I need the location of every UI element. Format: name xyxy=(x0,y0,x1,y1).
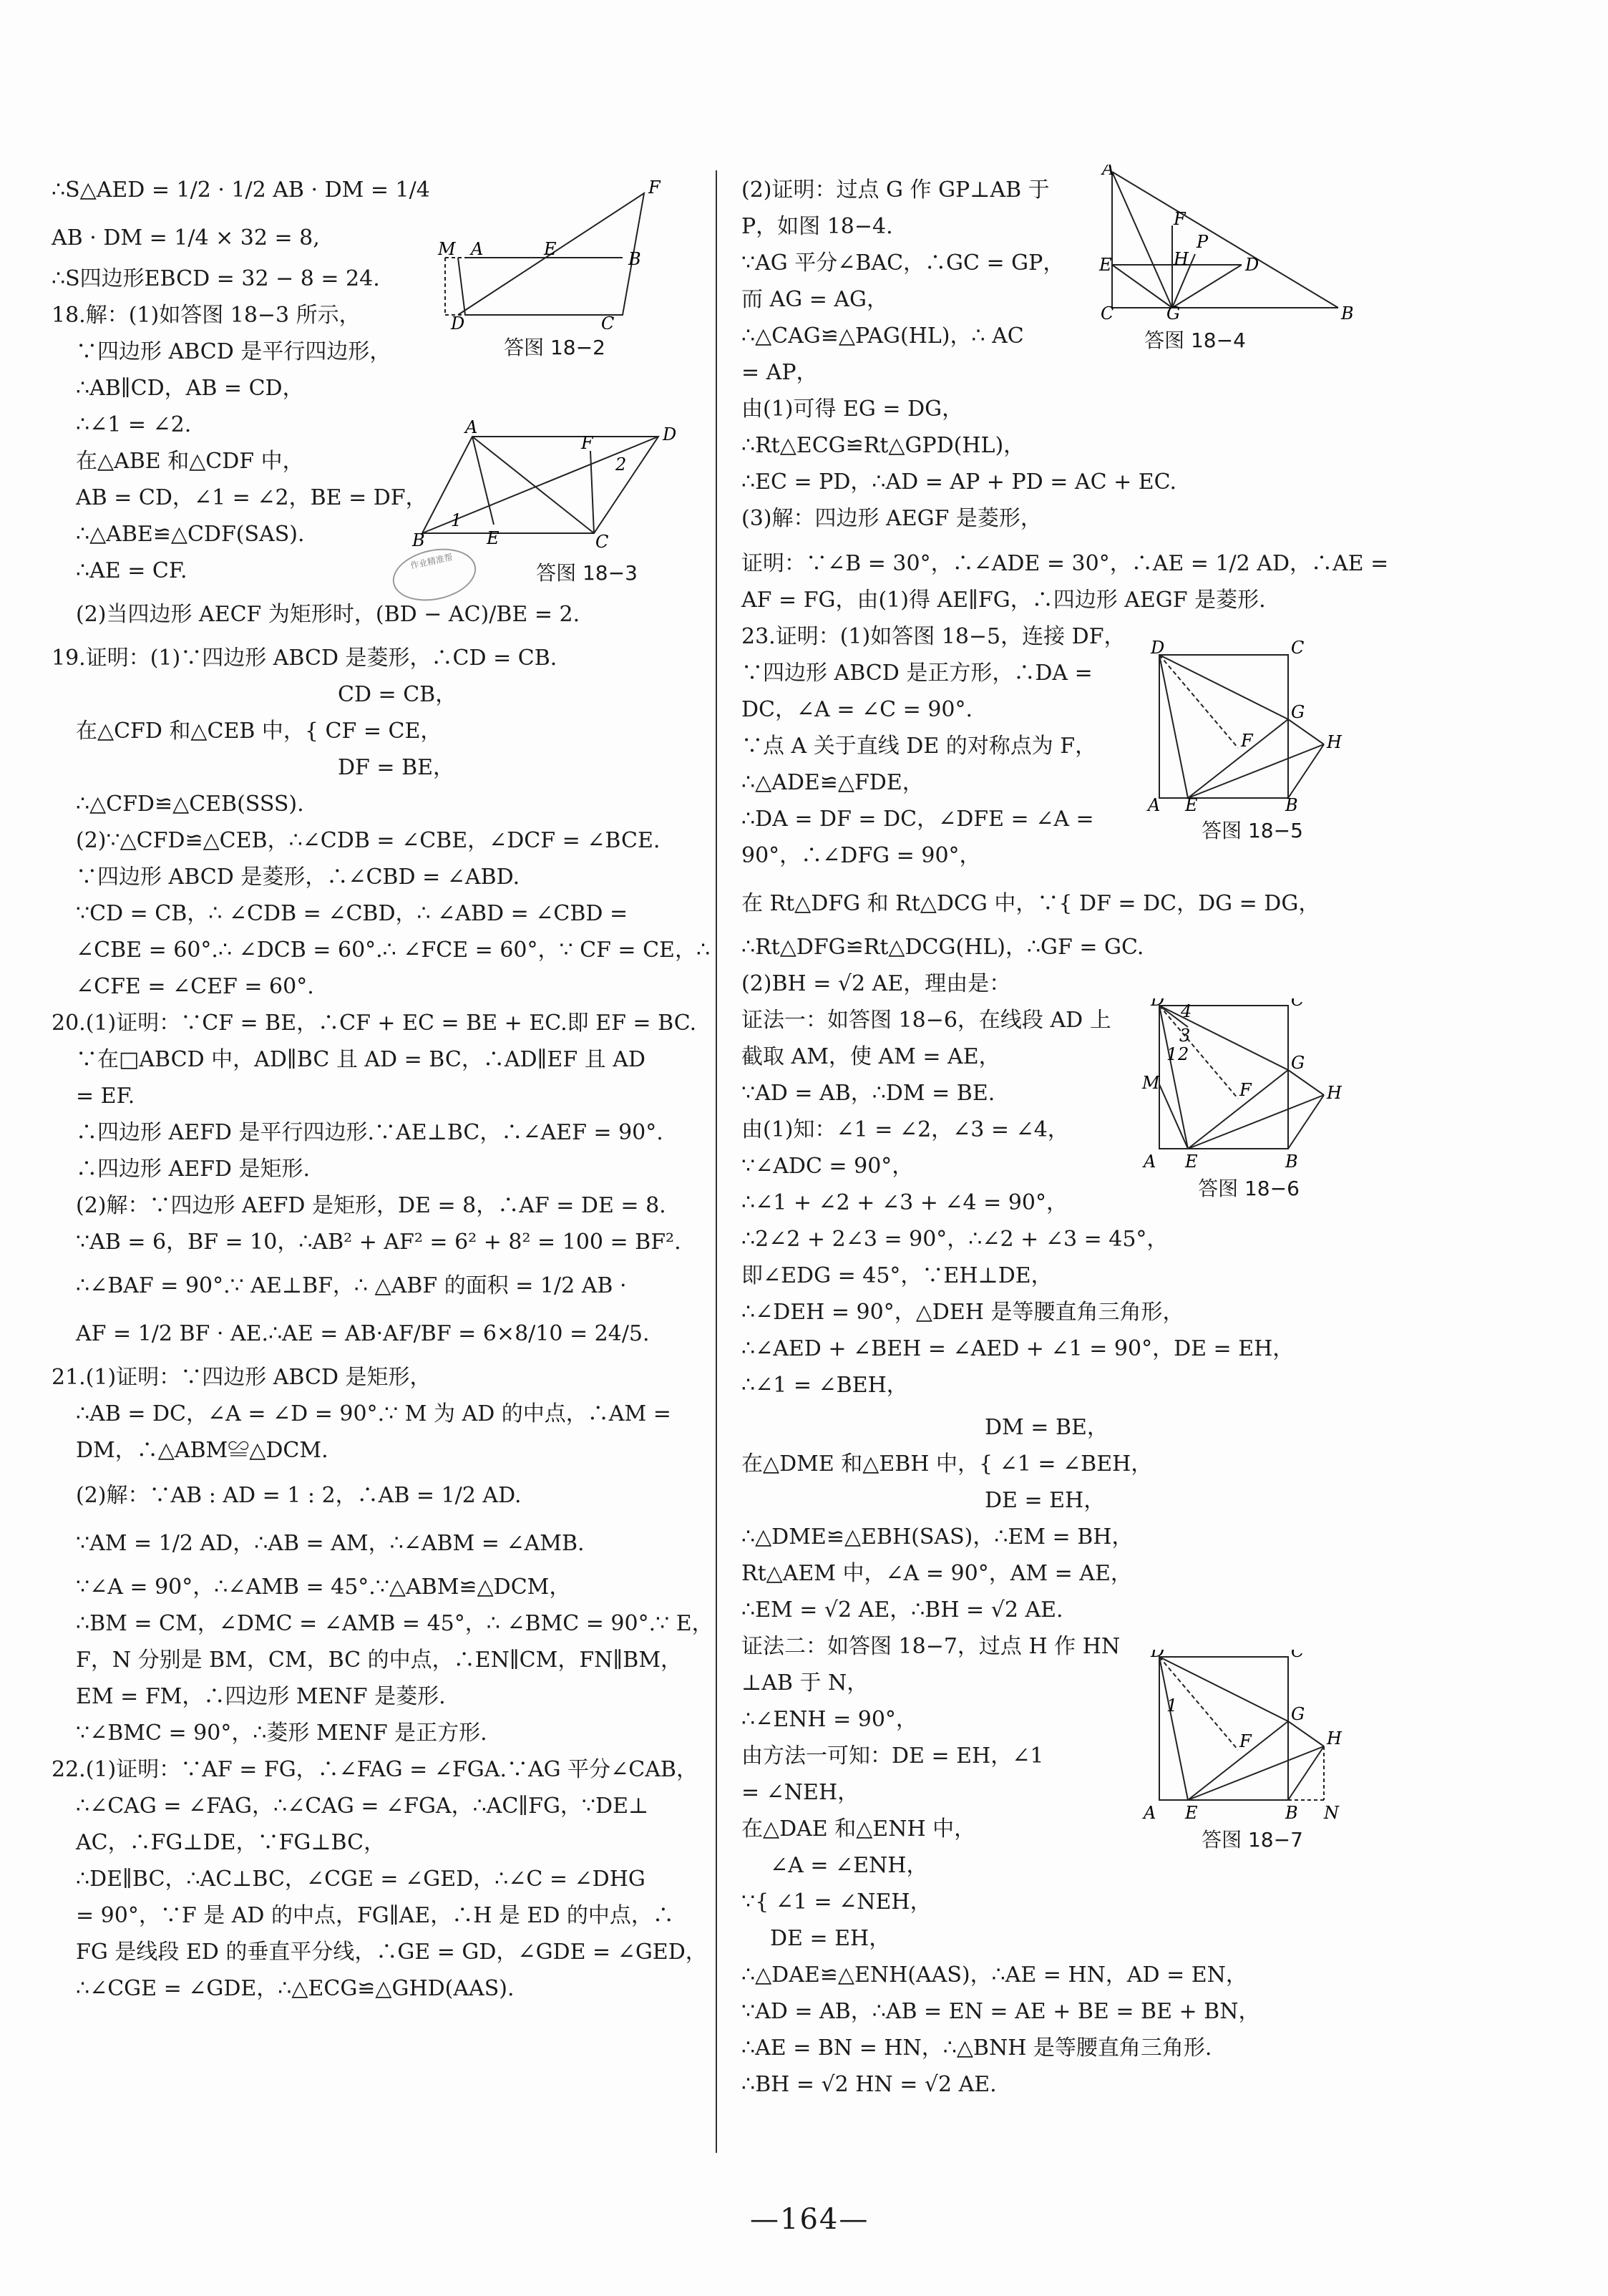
text-line: ∵{ ∠1 = ∠NEH， xyxy=(741,1889,932,1915)
figure-caption: 答图 18−3 xyxy=(536,561,638,585)
text-line: ∴△ADE≌△FDE， xyxy=(741,770,924,795)
figure-18-4 xyxy=(1095,165,1353,351)
text-line: 在△ABE 和△CDF 中， xyxy=(76,449,304,474)
text-line: DM = BE， xyxy=(985,1415,1108,1440)
text-line: ∵四边形 ABCD 是平行四边形， xyxy=(76,339,391,364)
text-line: 截取 AM，使 AM = AE， xyxy=(741,1044,1000,1069)
svg-text:E: E xyxy=(487,528,500,548)
svg-text:D: D xyxy=(1151,998,1165,1010)
text-line: ∴BM = CM，∠DMC = ∠AMB = 45°，∴ ∠BMC = 90°.∵ E， xyxy=(76,1611,713,1636)
figure-18-6 xyxy=(1138,998,1360,1213)
text-line: ∵点 A 关于直线 DE 的对称点为 F， xyxy=(741,734,1097,759)
svg-text:A: A xyxy=(1144,1803,1156,1821)
text-line: ∴∠ENH = 90°， xyxy=(741,1707,917,1732)
square-diagram xyxy=(1145,641,1360,812)
text-line: ∴四边形 AEFD 是平行四边形.∵AE⊥BC，∴∠AEF = 90°. xyxy=(76,1120,663,1145)
svg-text:P: P xyxy=(1197,232,1209,252)
text-line: ∴∠CGE = ∠GDE，∴△ECG≌△GHD(AAS). xyxy=(76,1976,515,2001)
square-diagram xyxy=(1138,998,1360,1170)
svg-text:H: H xyxy=(1327,1728,1342,1748)
svg-text:F: F xyxy=(1174,209,1186,229)
svg-text:D: D xyxy=(1151,641,1165,658)
text-line: ∴∠CAG = ∠FAG，∴∠CAG = ∠FGA，∴AC∥FG，∵DE⊥ xyxy=(76,1794,649,1819)
figure-18-2 xyxy=(437,179,673,358)
svg-text:H: H xyxy=(1327,732,1342,752)
svg-text:G: G xyxy=(1291,702,1305,722)
text-line: 23.证明：(1)如答图 18−5，连接 DF， xyxy=(741,624,1126,649)
text-line: 即∠EDG = 45°，∵EH⊥DE， xyxy=(741,1263,1053,1288)
figure-18-5 xyxy=(1145,641,1360,855)
svg-text:F: F xyxy=(1239,1731,1252,1751)
text-line: FG 是线段 ED 的垂直平分线，∴GE = GD，∠GDE = ∠GED， xyxy=(76,1940,707,1965)
parallelogram-diagram xyxy=(437,179,673,329)
svg-text:H: H xyxy=(1174,249,1189,269)
svg-text:1: 1 xyxy=(451,510,462,530)
svg-text:4: 4 xyxy=(1181,1001,1192,1021)
text-line: ∴△DAE≌△ENH(AAS)，∴AE = HN，AD = EN， xyxy=(741,1962,1247,1988)
svg-text:D: D xyxy=(1245,255,1259,275)
svg-text:C: C xyxy=(1291,998,1305,1010)
svg-text:E: E xyxy=(544,239,557,259)
svg-text:G: G xyxy=(1166,303,1181,322)
text-line: DE = EH， xyxy=(985,1488,1106,1513)
text-line: = ∠NEH， xyxy=(741,1780,859,1805)
text-line: ∵AD = AB，∴AB = EN = AE + BE = BE + BN， xyxy=(741,1999,1260,2024)
svg-text:G: G xyxy=(1291,1704,1305,1724)
svg-text:E: E xyxy=(1185,795,1198,812)
text-line: (2)证明：过点 G 作 GP⊥AB 于 xyxy=(741,177,1050,203)
text-line: DF = BE， xyxy=(338,755,455,780)
svg-text:B: B xyxy=(412,530,425,550)
text-line: Rt△AEM 中，∠A = 90°，AM = AE， xyxy=(741,1561,1132,1586)
svg-text:A: A xyxy=(1148,795,1161,812)
text-line: ∴△ABE≌△CDF(SAS). xyxy=(76,522,305,547)
text-line: 由(1)知：∠1 = ∠2，∠3 = ∠4， xyxy=(741,1117,1069,1142)
text-line: CD = CB， xyxy=(338,682,457,707)
svg-text:C: C xyxy=(601,313,615,329)
text-line: ∴∠BAF = 90°.∵ AE⊥BF，∴ △ABF 的面积 = 1/2 AB · xyxy=(76,1273,627,1298)
text-line: ∠A = ∠ENH， xyxy=(770,1853,928,1878)
text-line: ∴AB = DC，∠A = ∠D = 90°.∵ M 为 AD 的中点，∴AM = xyxy=(76,1401,671,1426)
text-line: 90°，∴∠DFG = 90°， xyxy=(741,843,981,868)
text-line: (2)∵△CFD≌△CEB，∴∠CDB = ∠CBE，∠DCF = ∠BCE. xyxy=(76,828,661,853)
text-line: AF = FG，由(1)得 AE∥FG，∴四边形 AEGF 是菱形. xyxy=(741,588,1266,613)
text-line: (3)解：四边形 AEGF 是菱形， xyxy=(741,506,1042,531)
text-line: 19.证明：(1)∵四边形 ABCD 是菱形，∴CD = CB. xyxy=(52,646,557,671)
figure-caption: 答图 18−4 xyxy=(1144,329,1246,352)
text-line: ∠CBE = 60°.∴ ∠DCB = 60°.∴ ∠FCE = 60°，∵ CF = CE，∴ xyxy=(76,938,711,963)
svg-text:C: C xyxy=(1101,303,1114,322)
svg-text:3: 3 xyxy=(1179,1026,1191,1046)
text-line: = 90°，∵F 是 AD 的中点，FG∥AE，∴H 是 ED 的中点，∴ xyxy=(76,1903,674,1928)
parallelogram-diagram xyxy=(408,419,680,555)
text-line: ∵∠ADC = 90°， xyxy=(741,1154,914,1179)
svg-text:C: C xyxy=(1291,641,1305,658)
text-line: ∵∠A = 90°，∴∠AMB = 45°.∵△ABM≌△DCM， xyxy=(76,1575,571,1600)
text-line: (2)BH = √2 AE，理由是： xyxy=(741,971,1011,996)
svg-text:F: F xyxy=(648,179,661,198)
svg-text:B: B xyxy=(1285,1803,1298,1821)
text-line: (2)当四边形 AECF 为矩形时，(BD − AC)/BE = 2. xyxy=(76,602,580,627)
text-line: ∵∠BMC = 90°，∴菱形 MENF 是正方形. xyxy=(76,1721,487,1746)
svg-text:B: B xyxy=(1341,303,1353,322)
svg-text:F: F xyxy=(581,433,593,453)
text-line: ∴S△AED = 1/2 · 1/2 AB · DM = 1/4 xyxy=(52,177,430,203)
text-line: ∴Rt△DFG≌Rt△DCG(HL)，∴GF = GC. xyxy=(741,935,1144,960)
text-line: AB · DM = 1/4 × 32 = 8, xyxy=(52,225,320,250)
triangle-diagram xyxy=(1095,165,1353,322)
svg-text:A: A xyxy=(465,419,478,437)
svg-text:E: E xyxy=(1185,1152,1198,1170)
text-line: 而 AG = AG， xyxy=(741,287,889,312)
text-line: ∴△DME≌△EBH(SAS)，∴EM = BH， xyxy=(741,1524,1134,1550)
text-line: ∴AE = CF. xyxy=(76,558,187,583)
text-line: 在 Rt△DFG 和 Rt△DCG 中，∵{ DF = DC，DG = DG， xyxy=(741,891,1320,916)
svg-text:2: 2 xyxy=(1178,1044,1189,1064)
text-line: 证法二：如答图 18−7，过点 H 作 HN xyxy=(741,1634,1121,1659)
svg-text:2: 2 xyxy=(615,454,627,475)
text-line: ∴∠AED + ∠BEH = ∠AED + ∠1 = 90°，DE = EH， xyxy=(741,1336,1295,1361)
svg-text:M: M xyxy=(1142,1073,1160,1093)
text-line: ∴BH = √2 HN = √2 AE. xyxy=(741,2072,997,2097)
svg-text:N: N xyxy=(1324,1803,1339,1821)
text-line: ∵AD = AB，∴DM = BE. xyxy=(741,1081,995,1106)
svg-text:A: A xyxy=(471,239,484,259)
text-line: ∴AB∥CD，AB = CD， xyxy=(76,376,304,401)
figure-caption: 答图 18−7 xyxy=(1202,1828,1303,1852)
text-line: 由方法一可知：DE = EH，∠1 xyxy=(741,1743,1044,1769)
text-line: ∴△CFD≌△CEB(SSS). xyxy=(76,792,304,817)
text-line: 证明：∵∠B = 30°，∴∠ADE = 30°，∴AE = 1/2 AD，∴AE = xyxy=(741,551,1389,576)
text-line: ∴∠1 = ∠2. xyxy=(76,412,192,437)
svg-text:D: D xyxy=(451,313,465,329)
text-line: 在△CFD 和△CEB 中，{ CF = CE， xyxy=(76,719,442,744)
text-line: = AP， xyxy=(741,360,818,385)
text-line: ∵AM = 1/2 AD，∴AB = AM，∴∠ABM = ∠AMB. xyxy=(76,1531,585,1556)
text-line: ∴∠DEH = 90°，△DEH 是等腰直角三角形， xyxy=(741,1300,1184,1325)
text-line: 证法一：如答图 18−6，在线段 AD 上 xyxy=(741,1008,1111,1033)
svg-text:D: D xyxy=(1151,1650,1165,1661)
text-line: ∵CD = CB，∴ ∠CDB = ∠CBD，∴ ∠ABD = ∠CBD = xyxy=(76,901,628,926)
svg-text:E: E xyxy=(1099,255,1112,275)
svg-text:1: 1 xyxy=(1166,1044,1178,1064)
svg-text:A: A xyxy=(1102,165,1115,179)
svg-text:A: A xyxy=(1144,1152,1156,1170)
svg-text:B: B xyxy=(628,249,641,269)
text-line: ∴AE = BN = HN，∴△BNH 是等腰直角三角形. xyxy=(741,2035,1212,2061)
text-line: 由(1)可得 EG = DG， xyxy=(741,397,964,422)
svg-text:E: E xyxy=(1185,1803,1198,1821)
text-line: ∵四边形 ABCD 是正方形，∴DA = xyxy=(741,661,1093,686)
svg-text:B: B xyxy=(1285,795,1298,812)
text-line: 21.(1)证明：∵四边形 ABCD 是矩形， xyxy=(52,1365,432,1390)
text-line: ∴DA = DF = DC，∠DFE = ∠A = xyxy=(741,807,1094,832)
svg-text:1: 1 xyxy=(1166,1696,1178,1716)
square-diagram xyxy=(1138,1650,1367,1821)
text-line: AC，∴FG⊥DE，∵FG⊥BC， xyxy=(76,1830,386,1855)
text-line: AF = 1/2 BF · AE.∴AE = AB·AF/BF = 6×8/10 = 24/5. xyxy=(76,1321,650,1346)
text-line: ∠CFE = ∠CEF = 60°. xyxy=(76,974,314,999)
svg-text:F: F xyxy=(1241,731,1253,751)
svg-text:C: C xyxy=(595,532,609,552)
text-line: ∵AG 平分∠BAC，∴GC = GP， xyxy=(741,250,1065,276)
text-line: ∴EC = PD，∴AD = AP + PD = AC + EC. xyxy=(741,470,1177,495)
text-line: (2)解：∵四边形 AEFD 是矩形，DE = 8，∴AF = DE = 8. xyxy=(76,1193,666,1218)
text-line: 在△DAE 和△ENH 中， xyxy=(741,1816,976,1842)
text-line: ∴△CAG≌△PAG(HL)，∴ AC xyxy=(741,324,1024,349)
text-line: DC，∠A = ∠C = 90°. xyxy=(741,697,973,722)
text-line: 18.解：(1)如答图 18−3 所示， xyxy=(52,303,361,328)
svg-text:C: C xyxy=(1291,1650,1305,1661)
text-line: (2)解：∵AB : AD = 1 : 2，∴AB = 1/2 AD. xyxy=(76,1483,522,1508)
text-line: ∴EM = √2 AE，∴BH = √2 AE. xyxy=(741,1597,1063,1623)
text-line: = EF. xyxy=(76,1084,135,1109)
text-line: ∴∠1 + ∠2 + ∠3 + ∠4 = 90°， xyxy=(741,1190,1068,1215)
svg-text:G: G xyxy=(1291,1053,1305,1073)
text-line: ∴Rt△ECG≌Rt△GPD(HL)， xyxy=(741,433,1025,458)
figure-18-7 xyxy=(1138,1650,1367,1864)
text-line: P，如图 18−4. xyxy=(741,214,893,239)
text-line: DM，∴△ABM≌△DCM. xyxy=(76,1438,328,1463)
figure-caption: 答图 18−5 xyxy=(1202,819,1303,842)
page-number: —164— xyxy=(750,2203,869,2236)
text-line: ∴S四边形EBCD = 32 − 8 = 24. xyxy=(52,266,380,291)
text-line: 20.(1)证明：∵CF = BE，∴CF + EC = BE + EC.即 EF = BC. xyxy=(52,1011,697,1036)
text-line: DE = EH， xyxy=(770,1926,891,1951)
text-line: ⊥AB 于 N， xyxy=(741,1670,869,1696)
text-line: 在△DME 和△EBH 中，{ ∠1 = ∠BEH， xyxy=(741,1451,1153,1477)
text-line: ∴∠1 = ∠BEH， xyxy=(741,1373,908,1398)
text-line: ∵AB = 6，BF = 10，∴AB² + AF² = 6² + 8² = 100 = BF². xyxy=(76,1230,681,1255)
text-line: ∵四边形 ABCD 是菱形，∴∠CBD = ∠ABD. xyxy=(76,865,520,890)
text-line: EM = FM，∴四边形 MENF 是菱形. xyxy=(76,1684,446,1709)
figure-caption: 答图 18−6 xyxy=(1198,1177,1300,1200)
text-line: ∵在□ABCD 中，AD∥BC 且 AD = BC，∴AD∥EF 且 AD xyxy=(76,1047,645,1072)
stamp: 作业精准帮 xyxy=(388,541,481,608)
text-line: ∴2∠2 + 2∠3 = 90°，∴∠2 + ∠3 = 45°， xyxy=(741,1227,1169,1252)
svg-text:M: M xyxy=(438,239,456,259)
figure-caption: 答图 18−2 xyxy=(504,336,605,359)
svg-text:D: D xyxy=(663,424,677,444)
svg-text:H: H xyxy=(1327,1083,1342,1103)
svg-text:B: B xyxy=(1285,1152,1298,1170)
text-line: ∴DE∥BC，∴AC⊥BC，∠CGE = ∠GED，∴∠C = ∠DHG xyxy=(76,1867,645,1892)
svg-text:F: F xyxy=(1239,1080,1252,1100)
text-line: 22.(1)证明：∵AF = FG，∴∠FAG = ∠FGA.∵AG 平分∠CAB， xyxy=(52,1757,698,1782)
text-line: F，N 分别是 BM，CM，BC 的中点，∴EN∥CM，FN∥BM， xyxy=(76,1648,683,1673)
text-line: ∴四边形 AEFD 是矩形. xyxy=(76,1157,311,1182)
text-line: AB = CD，∠1 = ∠2，BE = DF， xyxy=(76,485,427,510)
